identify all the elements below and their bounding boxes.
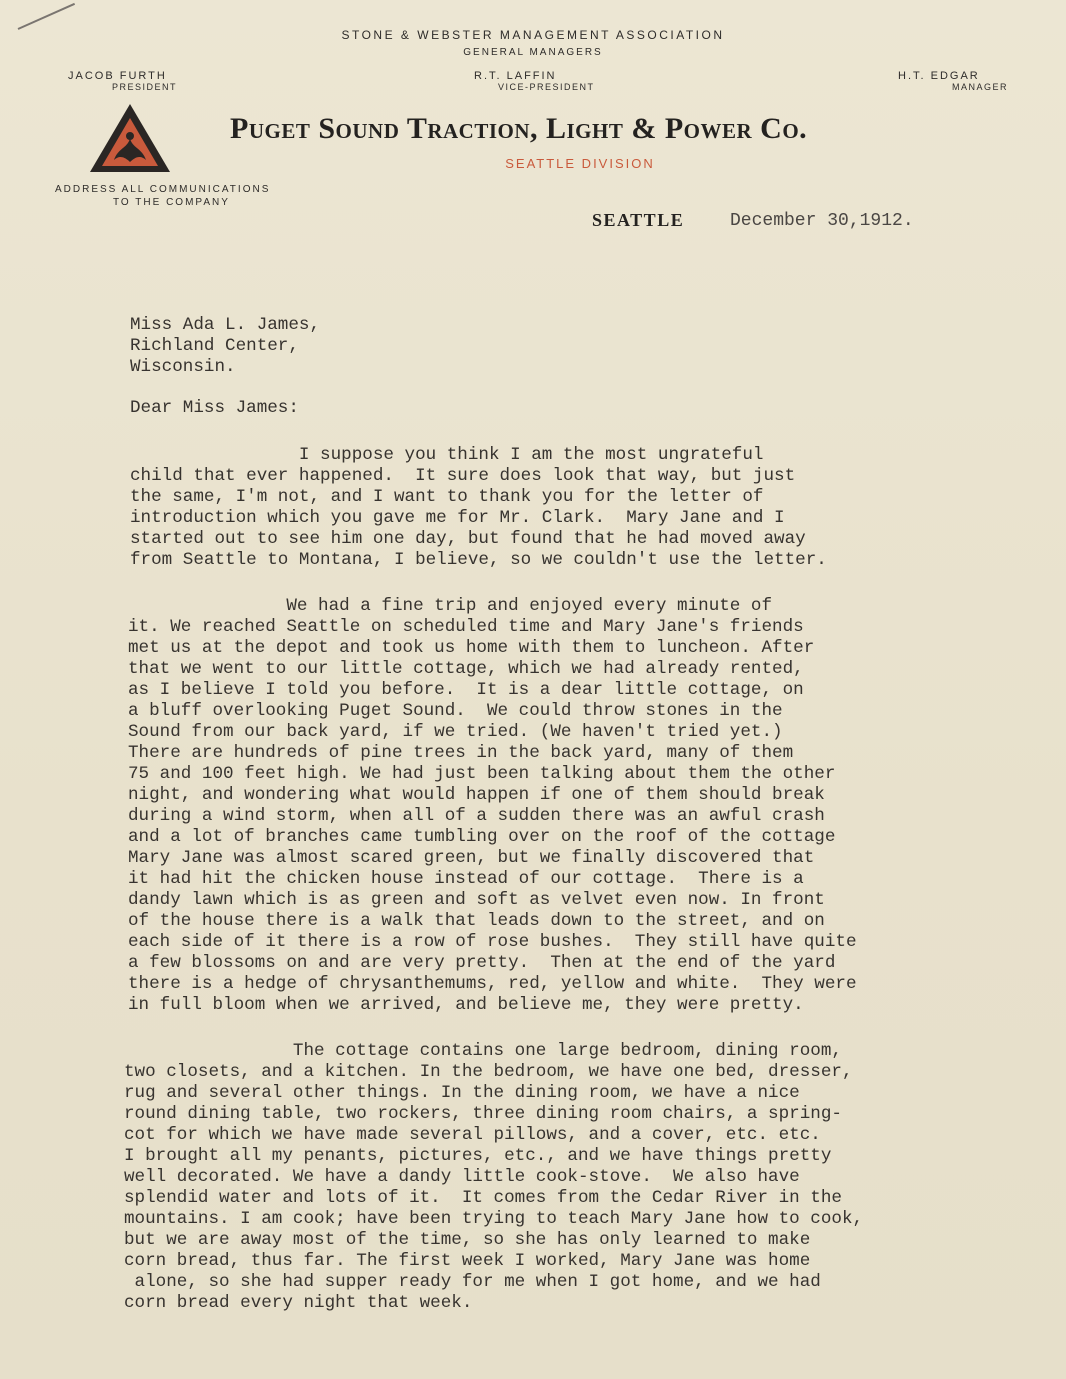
officer-name: H.T. EDGAR xyxy=(898,70,980,82)
officer-title: PRESIDENT xyxy=(112,82,178,92)
address-instruction xyxy=(55,184,270,208)
paragraph-3: The cottage contains one large bedroom, dining room, two closets, and a kitchen. In the bedroom, we have one bed, dresser, rug and several other things. In the dining room, we have a nice round dining table, two rockers, three dining room chairs, a spring- cot for which we have made several pillows, and a cover, etc. etc. I brought all my penants, pictures, etc., and we have things pretty well decorated. We have a dandy little cook-stove. We also have splendid water and lots of it. It comes from the Cedar River in the mountains. I am cook; have been trying to teach Mary Jane how to cook, but we are away most of the time, so she has only learned to make corn bread, thus far. The first week I worked, Mary Jane was home alone, so she had supper ready for me when I got home, and we had corn bread every night that week. xyxy=(124,1041,864,1313)
officer-manager xyxy=(898,70,1008,92)
officer-name: JACOB FURTH xyxy=(68,70,167,82)
salutation: Dear Miss James: xyxy=(130,398,299,418)
address-line-1: ADDRESS ALL COMMUNICATIONS xyxy=(55,184,271,195)
association-name: STONE & WEBSTER MANAGEMENT ASSOCIATION xyxy=(341,28,725,42)
pencil-mark xyxy=(18,3,75,30)
general-managers-label: GENERAL MANAGERS xyxy=(463,47,603,58)
city-name: SEATTLE xyxy=(592,210,685,230)
paragraph-1: I suppose you think I am the most ungrateful child that ever happened. It sure does look that way, but just the same, I'm not, and I want to thank you for the letter of introduction which you gave me for Mr. Clark. Mary Jane and I started out to see him one day, but found that he had moved away from Seattle to Montana, I believe, so we couldn't use the letter. xyxy=(130,445,827,570)
company-name: Puget Sound Traction, Light & Power Co. xyxy=(230,112,808,145)
division-name: SEATTLE DIVISION xyxy=(505,156,655,171)
paragraph-2: We had a fine trip and enjoyed every minute of it. We reached Seattle on scheduled time and Mary Jane's friends met us at the depot and took us home with them to luncheon. After that we went to our little cottage, which we had already rented, as I believe I told you before. It is a dear little cottage, on a bluff overlooking Puget Sound. We could throw stones in the Sound from our back yard, if we tried. (We haven't tried yet.) There are hundreds of pine trees in the back yard, many of them 75 and 100 feet high. We had just been talking about them the other night, and wondering what would happen if one of them should break during a wind storm, when all of a sudden there was an awful crash and a lot of branches came tumbling over on the roof of the cottage Mary Jane was almost scared green, but we finally discovered that it had hit the chicken house instead of our cottage. There is a dandy lawn which is as green and soft as velvet even now. In front of the house there is a walk that leads down to the street, and on each side of it there is a row of rose bushes. They still have quite a few blossoms on and are very pretty. Then at the end of the yard there is a hedge of chrysanthemums, red, yellow and white. They were in full bloom when we arrived, and believe me, they were pretty. xyxy=(128,596,857,1015)
officer-name: R.T. LAFFIN xyxy=(474,70,557,82)
officer-title: MANAGER xyxy=(952,82,1009,92)
address-line-2: TO THE COMPANY xyxy=(113,197,230,208)
addressee-block: Miss Ada L. James, Richland Center, Wisconsin. xyxy=(130,315,321,377)
officer-vice-president xyxy=(474,70,595,92)
officer-president xyxy=(68,70,177,92)
officer-title: VICE-PRESIDENT xyxy=(498,82,595,92)
letter-date: December 30,1912. xyxy=(730,211,914,231)
